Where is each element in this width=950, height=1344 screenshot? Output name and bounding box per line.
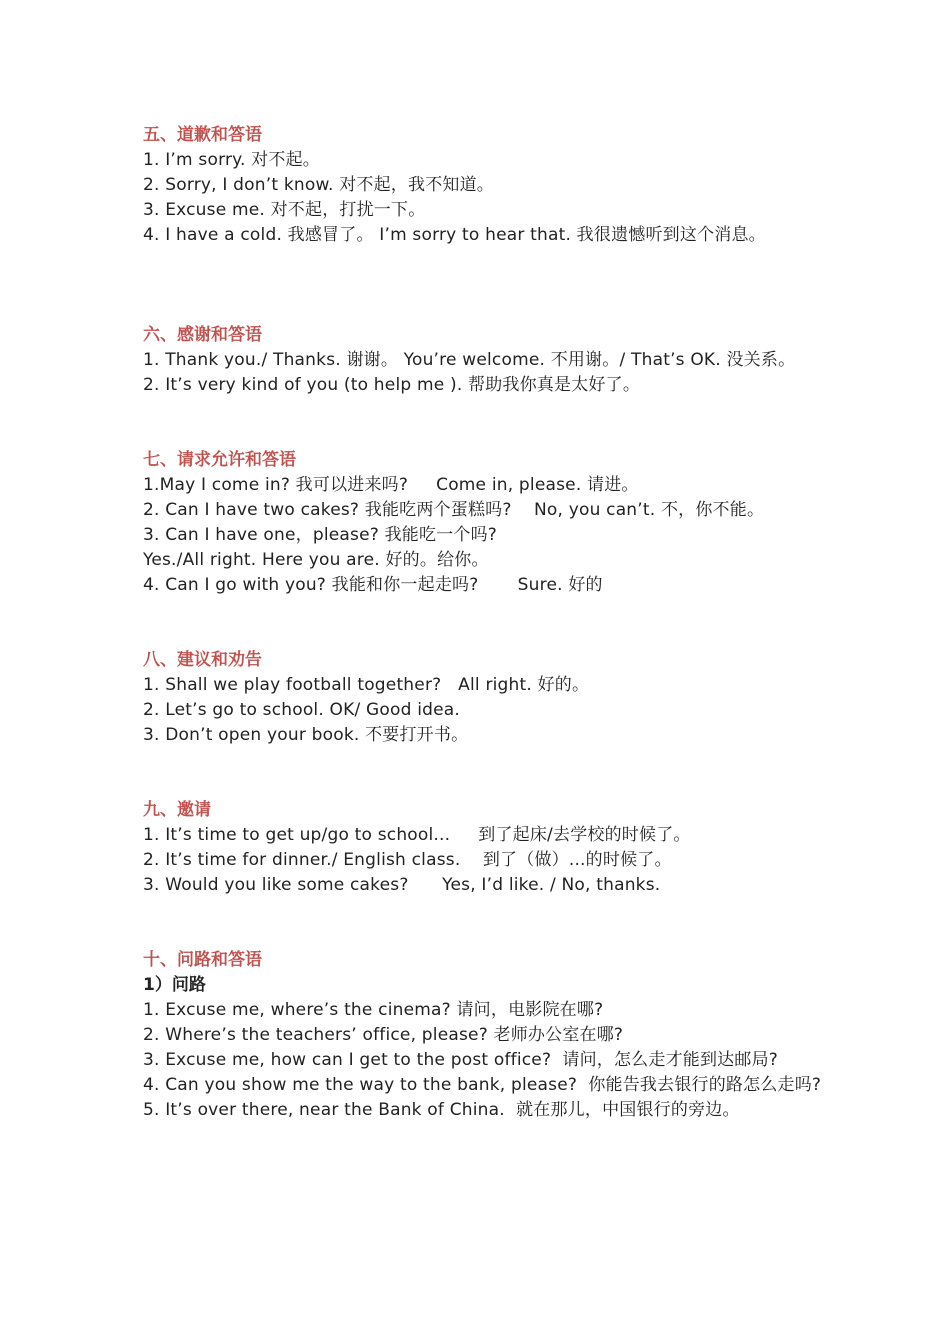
text-line: 2. Can I have two cakes? 我能吃两个蛋糕吗? No, you can’t. 不，你不能。 xyxy=(143,500,765,520)
section-heading: 九、邀请 xyxy=(143,800,211,820)
text-line: 1. It’s time to get up/go to school... 到了起床/去学校的时候了。 xyxy=(143,825,691,845)
text-line: 2. Let’s go to school. OK/ Good idea. xyxy=(143,700,460,720)
text-line: 1. Thank you./ Thanks. 谢谢。 You’re welcome. 不用谢。/ That’s OK. 没关系。 xyxy=(143,350,796,370)
section-heading: 八、建议和劝告 xyxy=(143,650,262,670)
section-apology xyxy=(143,123,833,248)
text-line: 1. Shall we play football together? All right. 好的。 xyxy=(143,675,590,695)
text-line: 5. It’s over there, near the Bank of China. 就在那儿，中国银行的旁边。 xyxy=(143,1100,740,1120)
section-heading: 七、请求允许和答语 xyxy=(143,450,296,470)
text-line: 4. I have a cold. 我感冒了。 I’m sorry to hear that. 我很遗憾听到这个消息。 xyxy=(143,225,766,245)
section-subheading: 1）问路 xyxy=(143,975,206,995)
text-line: 1. Excuse me, where’s the cinema? 请问，电影院在哪? xyxy=(143,1000,604,1020)
spacer xyxy=(143,898,833,948)
spacer xyxy=(143,248,833,323)
text-line: 3. Would you like some cakes? Yes, I’d like. / No, thanks. xyxy=(143,875,661,895)
spacer xyxy=(143,398,833,448)
text-line: 4. Can I go with you? 我能和你一起走吗? Sure. 好的 xyxy=(143,575,603,595)
section-heading: 十、问路和答语 xyxy=(143,950,262,970)
text-line: 3. Don’t open your book. 不要打开书。 xyxy=(143,725,469,745)
section-thanks xyxy=(143,323,833,398)
text-line: 1. I’m sorry. 对不起。 xyxy=(143,150,320,170)
section-permission xyxy=(143,448,833,598)
section-invitation xyxy=(143,798,833,898)
text-line: 3. Excuse me. 对不起，打扰一下。 xyxy=(143,200,426,220)
section-heading: 五、道歉和答语 xyxy=(143,125,262,145)
spacer xyxy=(143,748,833,798)
section-heading: 六、感谢和答语 xyxy=(143,325,262,345)
text-line: 2. Where’s the teachers’ office, please? 老师办公室在哪? xyxy=(143,1025,624,1045)
text-line: 2. Sorry, I don’t know. 对不起，我不知道。 xyxy=(143,175,494,195)
text-line: 3. Can I have one，please? 我能吃一个吗? xyxy=(143,525,498,545)
text-line: 1.May I come in? 我可以进来吗? Come in, please. 请进。 xyxy=(143,475,639,495)
spacer xyxy=(143,598,833,648)
section-directions xyxy=(143,948,833,1123)
text-line: Yes./All right. Here you are. 好的。给你。 xyxy=(143,550,489,570)
text-line: 2. It’s very kind of you (to help me ). 帮助我你真是太好了。 xyxy=(143,375,641,395)
text-line: 3. Excuse me, how can I get to the post office? 请问，怎么走才能到达邮局? xyxy=(143,1050,778,1070)
text-line: 2. It’s time for dinner./ English class. 到了（做）...的时候了。 xyxy=(143,850,672,870)
section-suggestion xyxy=(143,648,833,748)
document-page xyxy=(143,123,833,1123)
text-line: 4. Can you show me the way to the bank, please? 你能告我去银行的路怎么走吗? xyxy=(143,1075,822,1095)
